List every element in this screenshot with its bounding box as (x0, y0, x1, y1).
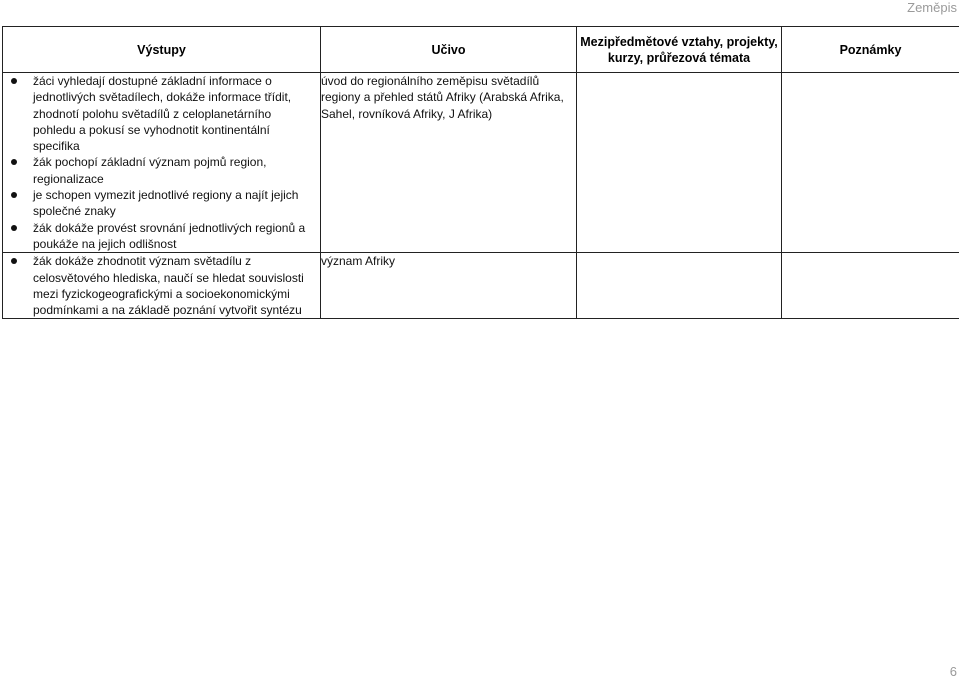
table-header-row (3, 27, 959, 73)
relations-cell (577, 73, 782, 253)
list-item: žák pochopí základní význam pojmů region, regionalizace (3, 154, 320, 187)
page-number: 6 (949, 664, 957, 679)
column-header-relations: Mezipředmětové vztahy, projekty, kurzy, průřezová témata (577, 27, 782, 73)
outputs-cell (3, 73, 321, 253)
curriculum-table (2, 26, 959, 319)
list-item: žák dokáže zhodnotit význam světadílu z celosvětového hlediska, naučí se hledat souvislosti mezi fyzickogeografickými a socioekonomickými podmínkami a na základě poznání vytvořit syntézu (3, 253, 320, 318)
outputs-list (3, 253, 320, 318)
column-header-content: Učivo (321, 27, 577, 73)
column-header-outputs: Výstupy (3, 27, 321, 73)
column-header-notes: Poznámky (782, 27, 959, 73)
table-row (3, 253, 959, 319)
relations-cell (577, 253, 782, 319)
list-item: je schopen vymezit jednotlivé regiony a najít jejich společné znaky (3, 187, 320, 220)
notes-cell (782, 73, 959, 253)
content-cell: úvod do regionálního zeměpisu světadílů regiony a přehled států Afriky (Arabská Afrika, Sahel, rovníková Afriky, J Afrika) (321, 73, 577, 253)
outputs-list (3, 73, 320, 252)
list-item: žák dokáže provést srovnání jednotlivých regionů a poukáže na jejich odlišnost (3, 220, 320, 253)
table-row (3, 73, 959, 253)
notes-cell (782, 253, 959, 319)
outputs-cell (3, 253, 321, 319)
running-header-title: Zeměpis (907, 0, 957, 15)
content-cell: význam Afriky (321, 253, 577, 319)
list-item: žáci vyhledají dostupné základní informace o jednotlivých světadílech, dokáže informace třídit, zhodnotí polohu světadílů z celoplanetárního pohledu a pokusí se vyhodnotit kontinentální specifika (3, 73, 320, 154)
